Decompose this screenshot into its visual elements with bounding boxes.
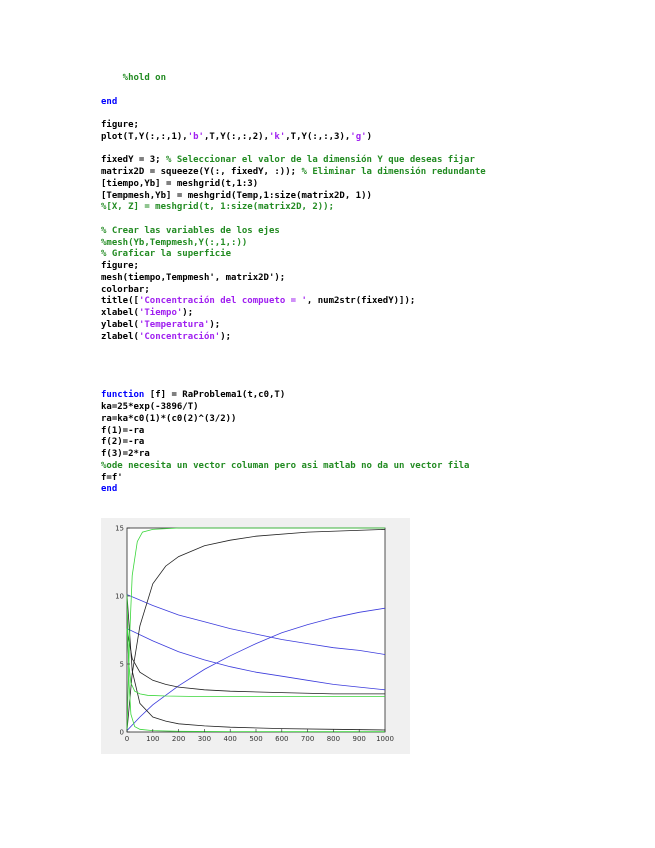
code-token: ra=ka*c0(1)*(c0(2)^(3/2)) xyxy=(101,413,237,424)
code-line xyxy=(101,307,193,319)
code-line xyxy=(101,460,469,472)
x-tick-label: 700 xyxy=(300,735,315,743)
code-token: zlabel( xyxy=(101,331,139,342)
x-tick-label: 500 xyxy=(249,735,263,743)
code-token: plot(T,Y(:,:,1), xyxy=(101,131,188,142)
code-token: ); xyxy=(220,331,232,342)
code-token: 'Tiempo' xyxy=(138,308,183,318)
code-token: ); xyxy=(209,319,221,330)
code-token: fixedY = 3; xyxy=(101,155,167,166)
code-token: % Crear las variables de los ejes xyxy=(101,225,280,236)
code-token: ); xyxy=(182,308,194,318)
code-token: f(2)=-ra xyxy=(101,437,145,448)
plot-area xyxy=(127,528,385,732)
code-token: end xyxy=(101,484,118,495)
code-line xyxy=(101,425,144,437)
x-tick-label: 800 xyxy=(326,735,341,743)
x-tick-label: 100 xyxy=(146,735,160,743)
code-line xyxy=(101,472,123,484)
code-token: f=f' xyxy=(101,472,123,483)
code-token: %mesh(Yb,Tempmesh,Y(:,1,:)) xyxy=(101,237,248,248)
x-tick-label: 1000 xyxy=(376,735,394,743)
code-token: % Seleccionar el valor de la dimensión Y que deseas fijar xyxy=(166,155,475,166)
code-token: title([ xyxy=(101,296,139,307)
code-line xyxy=(101,119,139,131)
code-line xyxy=(101,154,475,166)
code-line xyxy=(101,166,486,178)
line-plot xyxy=(101,518,410,754)
code-token: 'g' xyxy=(350,131,367,142)
code-token: f(3)=2*ra xyxy=(101,449,150,459)
code-line xyxy=(101,331,231,343)
code-line xyxy=(101,237,247,249)
code-token: ka=25*exp(-3896/T) xyxy=(101,402,199,412)
code-token: 'b' xyxy=(187,131,204,142)
code-line xyxy=(101,483,117,495)
code-token: mesh(tiempo,Tempmesh', matrix2D'); xyxy=(101,272,286,283)
code-token: [Tempmesh,Yb] = meshgrid(Temp,1:size(matrix2D, 1)) xyxy=(101,190,372,201)
code-token: ) xyxy=(366,131,372,142)
code-token: % Graficar la superficie xyxy=(101,249,232,260)
code-line xyxy=(101,131,372,143)
code-line xyxy=(101,72,166,84)
code-token: %hold on xyxy=(101,73,167,83)
code-token: % Eliminar la dimensión redundante xyxy=(301,167,486,177)
code-token: [f] = RaProblema1(t,c0,T) xyxy=(149,390,286,401)
x-tick-label: 600 xyxy=(275,735,289,743)
code-line xyxy=(101,284,150,296)
code-token: xlabel( xyxy=(101,308,139,318)
code-token: end xyxy=(101,96,118,107)
x-tick-label: 0 xyxy=(124,735,130,743)
x-tick-label: 200 xyxy=(171,735,186,743)
code-token: colorbar; xyxy=(101,284,150,295)
x-tick-label: 900 xyxy=(352,735,366,743)
code-line xyxy=(101,389,285,401)
code-line xyxy=(101,96,117,108)
code-token: 'Concentración del compueto = ' xyxy=(138,296,307,307)
code-token: ylabel( xyxy=(101,319,139,330)
code-token: ,T,Y(:,:,3), xyxy=(285,131,351,142)
code-line xyxy=(101,248,231,260)
code-line xyxy=(101,201,334,213)
code-token: 'Concentración' xyxy=(138,331,221,342)
code-line xyxy=(101,190,372,202)
figure-window xyxy=(101,518,410,754)
code-token: 'Temperatura' xyxy=(138,319,210,330)
code-token: %[X, Z] = meshgrid(t, 1:size(matrix2D, 2)); xyxy=(101,202,334,213)
code-token: , num2str(fixedY)]); xyxy=(306,296,416,307)
y-tick-label: 0 xyxy=(119,728,124,737)
code-token: %ode necesita un vector columan pero asi matlab no da un vector fila xyxy=(101,460,470,471)
code-line xyxy=(101,225,280,237)
code-line xyxy=(101,295,415,307)
code-token: 'k' xyxy=(269,131,286,142)
code-token: [tiempo,Yb] = meshgrid(t,1:3) xyxy=(101,178,259,189)
code-line xyxy=(101,272,285,284)
code-token: figure; xyxy=(101,261,139,271)
y-tick-label: 10 xyxy=(115,592,124,601)
code-line xyxy=(101,260,139,272)
code-token: function xyxy=(101,390,150,401)
code-line xyxy=(101,413,236,425)
x-tick-label: 400 xyxy=(223,735,237,743)
code-token: ,T,Y(:,:,2), xyxy=(203,131,269,142)
code-token: figure; xyxy=(101,120,139,130)
y-tick-label: 15 xyxy=(115,524,124,533)
code-line xyxy=(101,319,220,331)
code-line xyxy=(101,401,199,413)
code-line xyxy=(101,448,150,460)
code-token: f(1)=-ra xyxy=(101,425,145,436)
x-tick-label: 300 xyxy=(197,735,212,743)
code-token: matrix2D = squeeze(Y(:, fixedY, :)); xyxy=(101,167,302,177)
code-line xyxy=(101,178,258,190)
code-line xyxy=(101,436,144,448)
y-tick-label: 5 xyxy=(119,660,124,669)
